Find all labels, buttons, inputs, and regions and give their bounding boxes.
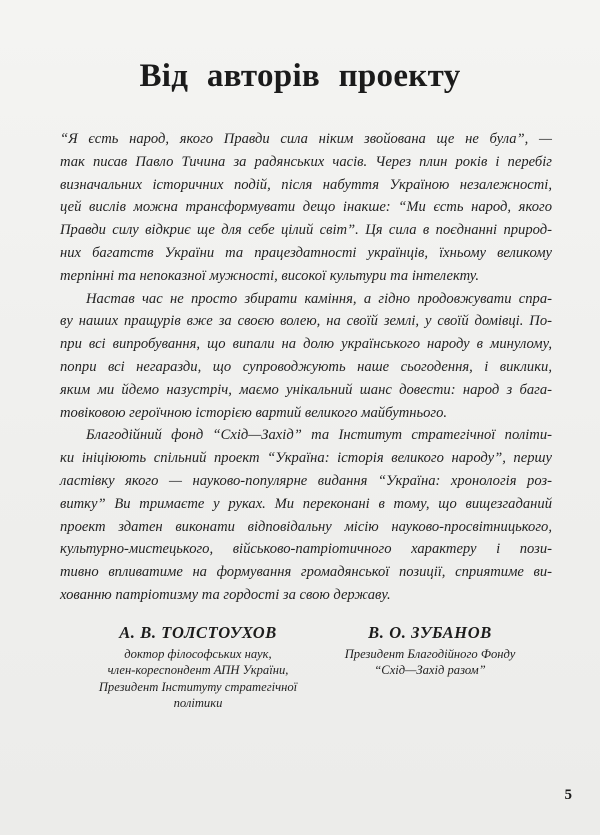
signature-title-line: “Схід—Захід разом” <box>374 663 486 678</box>
signature-title-line: політики <box>173 695 223 710</box>
text-line: так писав Павло Тичина за радянських часів. Через плин років і перебіг <box>60 153 552 170</box>
text-line: Благодійний фонд “Схід—Захід” та Інститут стратегічної політи- <box>86 427 552 444</box>
text-line: ву наших пращурів вже за своєю волею, на своїй землі, у своїй домівці. По- <box>60 313 552 330</box>
paragraph-3 <box>60 424 552 606</box>
signature-right <box>305 623 555 679</box>
text-line: “Я єсть народ, якого Правди сила ніким звойована ще не була”, — <box>60 131 552 147</box>
text-line: визначальних історичних подій, після набуття Україною незалежності, <box>60 176 552 193</box>
text-line: попри всі негаразди, що супроводжують наше сьогодення, і виклики, <box>60 358 552 375</box>
signature-name: А. В. ТОЛСТОУХОВ <box>119 623 277 642</box>
paragraph-2 <box>60 288 552 425</box>
text-line: витку” Ви тримаєте у руках. Ми переконані в тому, що вищезгаданий <box>60 495 552 512</box>
text-line: яким ми йдемо назустріч, маємо унікальний шанс довести: народ з бага- <box>60 381 552 398</box>
text-line: тивно впливатиме на формування громадянської позиції, сприятиме ви- <box>60 564 552 581</box>
signature-title-line: член-кореспондент АПН України, <box>107 663 289 678</box>
text-line: культурно-мистецького, військово-патріотичного характеру і пози- <box>60 541 552 558</box>
signature-left <box>58 623 338 711</box>
body-text <box>60 128 552 607</box>
text-line: Правди силу відкриє ще для себе цілий світ”. Ця сила в поєднанні природ- <box>60 222 552 239</box>
signature-title-line: Президент Благодійного Фонду <box>344 647 516 661</box>
text-line: ки ініціюють спільний проект “Україна: історія великого народу”, першу <box>60 450 552 467</box>
page-title: Від авторів проекту <box>139 58 461 95</box>
paragraph-1 <box>60 128 552 288</box>
text-line: них багатств України та працездатності українців, їхньому великому <box>60 244 552 261</box>
signature-title-line: Президент Інституту стратегічної <box>98 679 298 694</box>
signature-title-line: доктор філософських наук, <box>124 647 272 661</box>
page-number: 5 <box>564 787 572 803</box>
text-line: Настав час не просто збирати каміння, а гідно продовжувати спра- <box>86 290 552 307</box>
signature-name: В. О. ЗУБАНОВ <box>368 623 492 642</box>
text-line: ластівку якого — науково-популярне видання “Україна: хронологія роз- <box>60 472 552 489</box>
text-line: терпінні та непоказної мужності, високої культури та інтелекту. <box>60 267 479 284</box>
text-line: товіковою героїчною історією вартий великого майбутнього. <box>60 404 448 421</box>
text-line: проект здатен виконати відповідальну місію науково-просвітницького, <box>60 518 552 535</box>
text-line: цей вислів можна трансформувати дещо інакше: “Ми єсть народ, якого <box>60 199 552 216</box>
text-line: хованню патріотизму та гордості за свою державу. <box>60 586 391 603</box>
text-line: при всі випробування, що випали на долю українського народу в минулому, <box>60 336 552 353</box>
